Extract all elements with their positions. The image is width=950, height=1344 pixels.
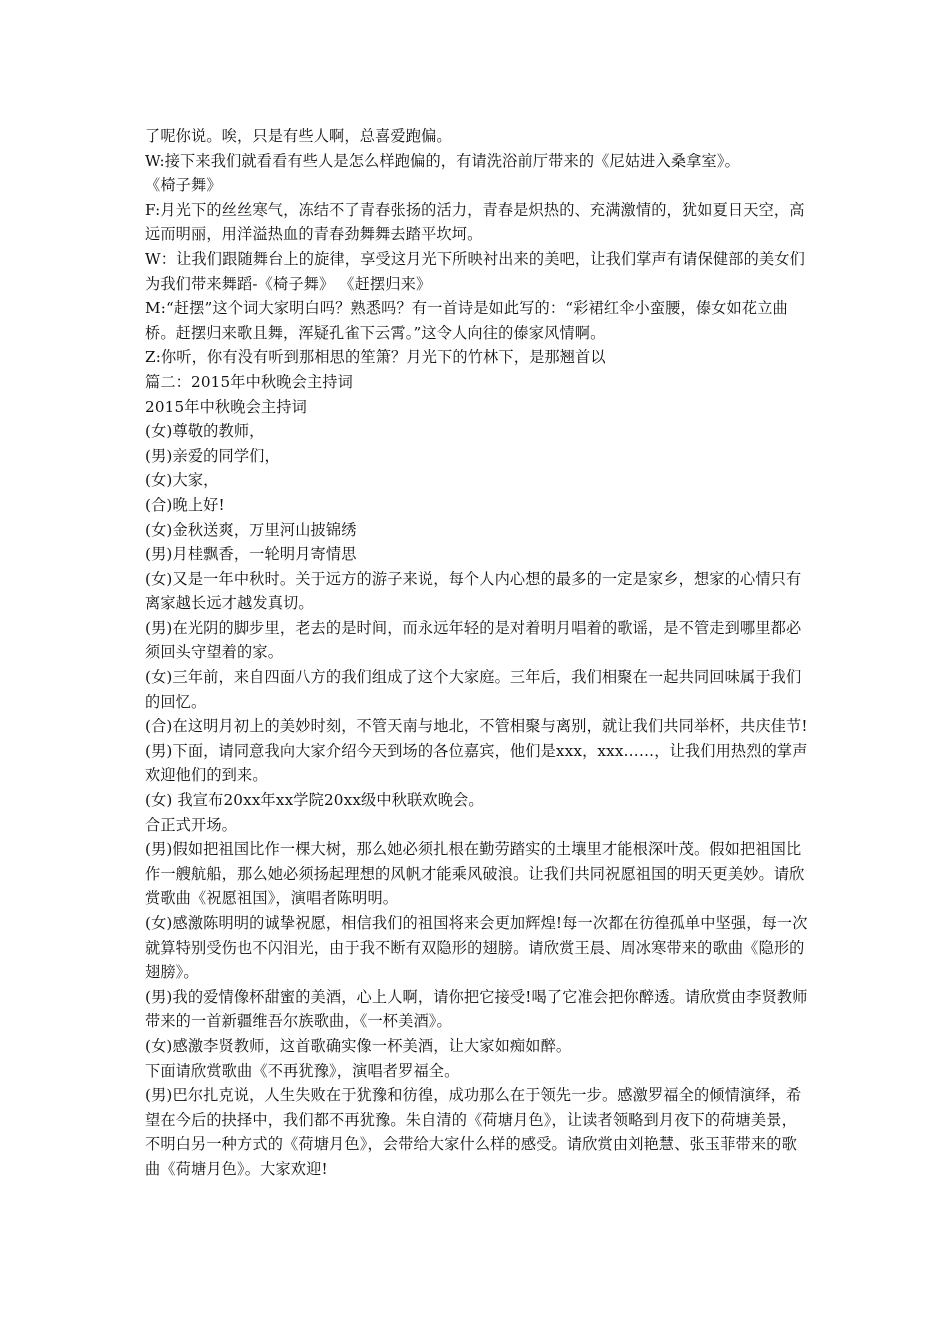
paragraph: (合)在这明月初上的美妙时刻，不管天南与地北，不管相聚与离别，就让我们共同举杯，共庆佳节! [145, 717, 808, 736]
document-body [145, 124, 810, 1182]
paragraph: (男)我的爱情像杯甜蜜的美酒，心上人啊，请你把它接受!喝了它准会把你醉透。请欣赏由李贤教师带来的一首新疆维吾尔族歌曲，《一杯美酒》。 [145, 987, 808, 1031]
paragraph: W:接下来我们就看看有些人是怎么样跑偏的，有请洗浴前厅带来的《尼姑进入桑拿室》。 [145, 151, 740, 170]
paragraph: (男)巴尔扎克说，人生失败在于犹豫和彷徨，成功那么在于领先一步。感激罗福全的倾情演绎，希望在今后的抉择中，我们都不再犹豫。朱自清的《荷塘月色》，让读者领略到月夜下的荷塘美景，不明白另一种方式的《荷塘月色》，会带给大家什么样的感受。请欣赏由刘艳慧、张玉菲带来的歌曲《荷塘月色》。大家欢迎! [145, 1086, 802, 1178]
paragraph: 《椅子舞》 [145, 176, 222, 195]
paragraph: 合正式开场。 [145, 815, 238, 834]
paragraph: (男)假如把祖国比作一棵大树，那么她必须扎根在勤劳踏实的土壤里才能根深叶茂。假如把祖国比作一艘航船，那么她必须扬起理想的风帆才能乘风破浪。让我们共同祝愿祖国的明天更美妙。请欣赏歌曲《祝愿祖国》，演唱者陈明明。 [145, 840, 805, 908]
paragraph: (女)大家， [145, 471, 219, 490]
paragraph: (男)下面，请同意我向大家介绍今天到场的各位嘉宾，他们是xxx，xxx……，让我们用热烈的掌声欢迎他们的到来。 [145, 741, 808, 785]
paragraph: (女) 我宣布20xx年xx学院20xx级中秋联欢晚会。 [145, 791, 484, 810]
paragraph: 下面请欣赏歌曲《不再犹豫》，演唱者罗福全。 [145, 1061, 460, 1080]
paragraph: (女)三年前，来自四面八方的我们组成了这个大家庭。三年后，我们相聚在一起共同回味属于我们的回忆。 [145, 668, 802, 711]
paragraph: (女)感激李贤教师，这首歌确实像一杯美酒，让大家如痴如醉。 [145, 1036, 572, 1055]
paragraph: W：让我们跟随舞台上的旋律，享受这月光下所映衬出来的美吧，让我们掌声有请保健部的美女们为我们带来舞蹈-《椅子舞》 《赶摆归来》 [145, 249, 805, 293]
paragraph: (女)尊敬的教师， [145, 422, 265, 441]
section-title: 2015年中秋晚会主持词 [145, 397, 307, 416]
paragraph: Z:你听，你有没有听到那相思的笙箫？月光下的竹林下，是那翘首以 [145, 348, 606, 367]
paragraph: (男)在光阴的脚步里，老去的是时间，而永远年轻的是对着明月唱着的歌谣，是不管走到哪里都必须回头守望着的家。 [145, 618, 802, 662]
paragraph: (女)又是一年中秋时。关于远方的游子来说，每个人内心想的最多的一定是家乡，想家的心情只有离家越长远才越发真切。 [145, 569, 802, 613]
paragraph: 了呢你说。唉，只是有些人啊，总喜爱跑偏。 [145, 127, 452, 145]
paragraph: (男)亲爱的同学们， [145, 446, 280, 465]
paragraph: (女)感激陈明明的诚挚祝愿，相信我们的祖国将来会更加辉煌!每一次都在彷徨孤单中坚强，每一次就算特别受伤也不闪泪光，由于我不断有双隐形的翅膀。请欣赏王晨、周冰寒带来的歌曲《隐形的翅膀》。 [145, 914, 808, 982]
paragraph: M:“赶摆”这个词大家明白吗？熟悉吗？有一首诗是如此写的：“彩裙红伞小蛮腰，傣女如花立曲桥。赶摆归来歌且舞，浑疑孔雀下云霄。”这令人向往的傣家风情啊。 [145, 299, 788, 342]
paragraph: (女)金秋送爽，万里河山披锦绣 [145, 520, 357, 539]
paragraph: F:月光下的丝丝寒气，冻结不了青春张扬的活力，青春是炽热的、充满激情的，犹如夏日天空，高远而明丽，用洋溢热血的青春劲舞舞去踏平坎坷。 [145, 200, 805, 244]
section-heading: 篇二：2015年中秋晚会主持词 [145, 372, 353, 391]
paragraph: (男)月桂飘香，一轮明月寄情思 [145, 545, 357, 564]
paragraph: (合)晚上好! [145, 495, 225, 514]
